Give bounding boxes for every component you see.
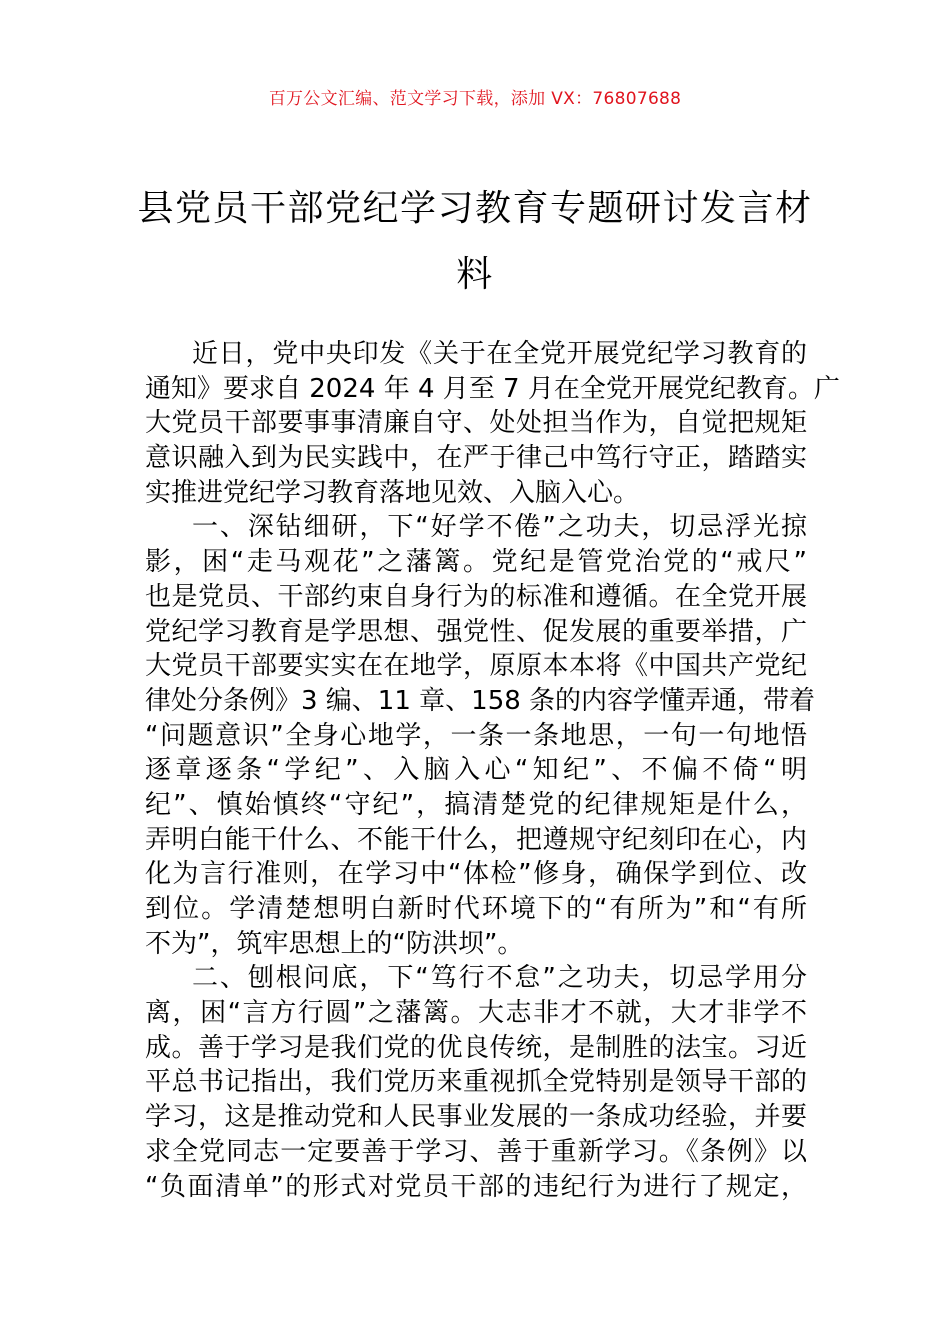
- text-line: 纪”、慎始慎终“守纪”，搞清楚党的纪律规矩是什么，: [145, 789, 807, 820]
- text-line: 离，困“言方行圆”之藩篱。大志非才不就，大才非学不: [145, 998, 807, 1029]
- paragraph-section-2: [145, 961, 807, 1204]
- text-line: 求全党同志一定要善于学习、善于重新学习。《条例》以: [145, 1136, 807, 1167]
- document-body: [145, 337, 840, 1204]
- text-line: “问题意识”全身心地学，一条一条地思，一句一句地悟: [145, 720, 807, 751]
- text-line: 意识融入到为民实践中，在严于律己中笃行守正，踏踏实: [145, 443, 807, 474]
- text-line: 平总书记指出，我们党历来重视抓全党特别是领导干部的: [145, 1067, 807, 1098]
- text-line: “负面清单”的形式对党员干部的违纪行为进行了规定，: [145, 1171, 807, 1202]
- text-line: 通知》要求自 2024 年 4 月至 7 月在全党开展党纪教育。广: [145, 373, 840, 404]
- paragraph-intro: [145, 337, 840, 510]
- promo-header: 百万公文汇编、范文学习下载，添加 VX：76807688: [268, 89, 682, 109]
- text-line: 到位。学清楚想明白新时代环境下的“有所为”和“有所: [145, 894, 807, 924]
- text-line: 实推进党纪学习教育落地见效、入脑入心。: [145, 477, 640, 508]
- text-line: 大党员干部要实实在在地学，原原本本将《中国共产党纪: [145, 651, 807, 682]
- text-line: 律处分条例》3 编、11 章、158 条的内容学懂弄通，带着: [145, 685, 816, 716]
- text-line: 近日，党中央印发《关于在全党开展党纪学习教育的: [192, 339, 807, 369]
- text-line: 逐章逐条“学纪”、入脑入心“知纪”、不偏不倚“明: [145, 755, 807, 786]
- paragraph-section-1: [145, 510, 816, 961]
- document-title-line-1: 县党员干部党纪学习教育专题研讨发言材: [137, 188, 813, 229]
- text-line: 二、刨根问底，下“笃行不怠”之功夫，切忌学用分: [192, 963, 807, 994]
- text-line: 影，困“走马观花”之藩篱。党纪是管党治党的“戒尺”: [145, 547, 807, 578]
- text-line: 化为言行准则，在学习中“体检”修身，确保学到位、改: [145, 859, 807, 890]
- text-line: 一、深钻细研，下“好学不倦”之功夫，切忌浮光掠: [192, 512, 807, 543]
- text-line: 学习，这是推动党和人民事业发展的一条成功经验，并要: [145, 1102, 807, 1133]
- text-line: 党纪学习教育是学思想、强党性、促发展的重要举措，广: [145, 616, 807, 647]
- document-title-line-2: 料: [456, 254, 494, 295]
- text-line: 弄明白能干什么、不能干什么，把遵规守纪刻印在心，内: [145, 824, 807, 855]
- text-line: 也是党员、干部约束自身行为的标准和遵循。在全党开展: [145, 581, 807, 612]
- text-line: 成。善于学习是我们党的优良传统，是制胜的法宝。习近: [145, 1032, 807, 1063]
- text-line: 大党员干部要事事清廉自守、处处担当作为，自觉把规矩: [145, 408, 807, 439]
- text-line: 不为”，筑牢思想上的“防洪坝”。: [145, 928, 524, 959]
